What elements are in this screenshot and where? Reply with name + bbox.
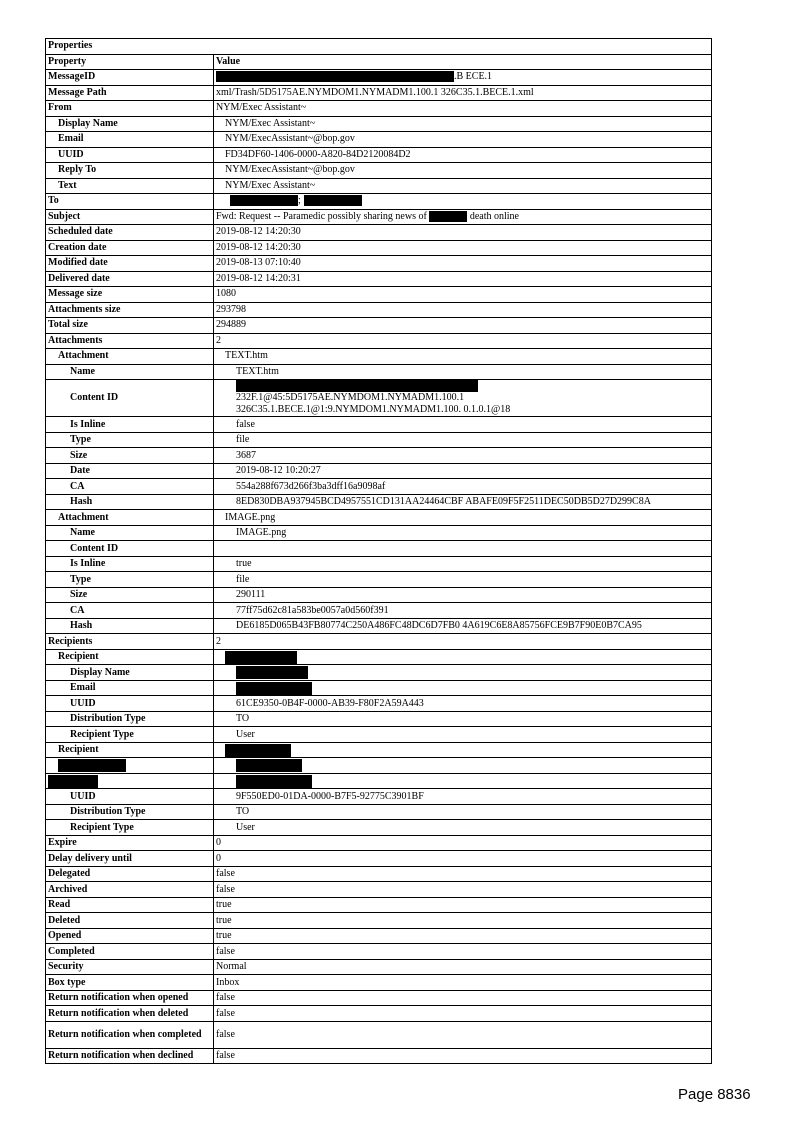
table-row [46,380,712,417]
property-value: TO [214,711,712,727]
property-label: UUID [46,696,214,712]
table-row [46,680,712,696]
property-value: xml/Trash/5D5175AE.NYMDOM1.NYMADM1.100.1 326C35.1.BECE.1.xml [214,85,712,101]
table-row [46,587,712,603]
table-row [46,959,712,975]
table-row [46,944,712,960]
property-label: Recipient [46,742,214,758]
property-value: 290111 [214,587,712,603]
property-label: Email [46,132,214,148]
content-id-line: 232F.1@45:5D5175AE.NYMDOM1.NYMADM1.100.1 [236,392,465,404]
page-number: Page 8836 [678,1086,751,1103]
property-value: 2 [214,634,712,650]
property-label: To [46,194,214,210]
table-row [46,851,712,867]
property-label: UUID [46,789,214,805]
table-row [46,634,712,650]
table-row [46,649,712,665]
property-value: true [214,556,712,572]
table-row [46,240,712,256]
property-label: Hash [46,618,214,634]
content-id-redacted-line [236,380,709,392]
property-label [46,758,214,774]
table-row [46,209,712,225]
property-value: FD34DF60-1406-0000-A820-84D2120084D2 [214,147,712,163]
property-value: 2019-08-13 07:10:40 [214,256,712,272]
column-header-value: Value [214,54,712,70]
property-label: Name [46,525,214,541]
property-value: TEXT.htm [214,349,712,365]
table-row [46,727,712,743]
property-label: Read [46,897,214,913]
property-value: 2019-08-12 14:20:31 [214,271,712,287]
table-row [46,928,712,944]
redaction-box [236,775,312,788]
redaction-box [236,682,312,695]
table-title: Properties [46,39,712,55]
property-value: NYM/Exec Assistant~ [214,178,712,194]
property-label: Attachment [46,510,214,526]
table-row [46,178,712,194]
table-row [46,463,712,479]
property-value: IMAGE.png [214,510,712,526]
property-label: Attachments size [46,302,214,318]
table-row [46,742,712,758]
property-label: Display Name [46,665,214,681]
property-value: IMAGE.png [214,525,712,541]
property-label: Distribution Type [46,711,214,727]
table-row [46,448,712,464]
table-row [46,835,712,851]
property-label: Recipient [46,649,214,665]
property-value: 61CE9350-0B4F-0000-AB39-F80F2A59A443 [214,696,712,712]
property-label: Box type [46,975,214,991]
property-value: Inbox [214,975,712,991]
property-value: 2019-08-12 14:20:30 [214,225,712,241]
property-label: Opened [46,928,214,944]
property-label: Delay delivery until [46,851,214,867]
property-value: 3687 [214,448,712,464]
table-row [46,758,712,774]
property-label: Modified date [46,256,214,272]
property-value: 1080 [214,287,712,303]
property-label: Creation date [46,240,214,256]
table-row [46,349,712,365]
property-value: file [214,572,712,588]
property-value: false [214,866,712,882]
property-label: Date [46,463,214,479]
property-value: 2019-08-12 14:20:30 [214,240,712,256]
table-row [46,696,712,712]
property-label: Expire [46,835,214,851]
property-label: Attachment [46,349,214,365]
property-value: 293798 [214,302,712,318]
property-value: 554a288f673d266f3ba3dff16a9098af [214,479,712,495]
property-label: Scheduled date [46,225,214,241]
property-label: Distribution Type [46,804,214,820]
property-value: 77ff75d62c81a583be0057a0d560f391 [214,603,712,619]
property-value: false [214,882,712,898]
property-value [214,70,712,86]
property-label: Hash [46,494,214,510]
table-row [46,494,712,510]
table-header-row [46,54,712,70]
property-value: false [214,990,712,1006]
property-value: false [214,1048,712,1064]
subject-prefix: Fwd: Request -- Paramedic possibly sharing news of [216,210,427,222]
message-id-suffix: .B ECE.1 [454,71,493,83]
redaction-box [216,71,454,82]
property-label: Size [46,587,214,603]
property-label: Return notification when completed [46,1021,214,1048]
table-row [46,225,712,241]
table-row [46,70,712,86]
property-value: false [214,1021,712,1048]
property-label: Return notification when declined [46,1048,214,1064]
table-row [46,1021,712,1048]
property-label: CA [46,479,214,495]
property-value: TEXT.htm [214,364,712,380]
to-separator: ; [298,195,301,207]
table-row [46,990,712,1006]
table-row [46,101,712,117]
property-label: Type [46,432,214,448]
property-value: NYM/ExecAssistant~@bop.gov [214,163,712,179]
property-value: NYM/Exec Assistant~ [214,116,712,132]
table-row [46,804,712,820]
property-label: Delegated [46,866,214,882]
table-row [46,913,712,929]
property-label: Archived [46,882,214,898]
property-label: Message size [46,287,214,303]
property-value [214,758,712,774]
table-row [46,1048,712,1064]
property-label: Attachments [46,333,214,349]
property-label: Return notification when opened [46,990,214,1006]
property-value: false [214,944,712,960]
property-label: Text [46,178,214,194]
table-row [46,132,712,148]
properties-table [45,38,712,1064]
property-value [214,742,712,758]
table-row [46,333,712,349]
property-label: CA [46,603,214,619]
table-row [46,820,712,836]
table-row [46,116,712,132]
property-value [214,665,712,681]
property-label: Deleted [46,913,214,929]
redaction-box [230,195,298,206]
property-value: TO [214,804,712,820]
property-label [46,773,214,789]
table-row [46,432,712,448]
property-label: From [46,101,214,117]
property-label: Size [46,448,214,464]
redaction-box [225,651,297,664]
property-value [214,209,712,225]
property-value: true [214,928,712,944]
table-row [46,287,712,303]
table-row [46,773,712,789]
redaction-box [58,759,126,772]
property-value: false [214,1006,712,1022]
property-label: Content ID [46,541,214,557]
table-row [46,897,712,913]
property-label: Message Path [46,85,214,101]
table-row [46,866,712,882]
table-row [46,147,712,163]
table-row [46,85,712,101]
property-label: Security [46,959,214,975]
property-value: file [214,432,712,448]
redaction-box [429,211,467,222]
table-row [46,525,712,541]
redaction-box [236,380,478,392]
property-value: false [214,417,712,433]
table-row [46,510,712,526]
table-row [46,665,712,681]
property-value: 0 [214,851,712,867]
property-label: Recipient Type [46,727,214,743]
property-label: Name [46,364,214,380]
table-row [46,572,712,588]
property-label: Completed [46,944,214,960]
property-label: MessageID [46,70,214,86]
table-row [46,479,712,495]
table-row [46,318,712,334]
table-row [46,271,712,287]
property-label: Is Inline [46,556,214,572]
property-value: NYM/Exec Assistant~ [214,101,712,117]
table-row [46,789,712,805]
property-label: Is Inline [46,417,214,433]
table-row [46,194,712,210]
property-value: 2019-08-12 10:20:27 [214,463,712,479]
property-label: Return notification when deleted [46,1006,214,1022]
redaction-box [48,775,98,788]
property-value: DE6185D065B43FB80774C250A486FC48DC6D7FB0 4A619C6E8A85756FCE9B7F90E0B7CA95 [214,618,712,634]
column-header-property: Property [46,54,214,70]
property-label: Reply To [46,163,214,179]
content-id-line: 326C35.1.BECE.1@1:9.NYMDOM1.NYMADM1.100. 0.1.0.1@18 [236,404,511,416]
table-title-row [46,39,712,55]
property-value: 8ED830DBA937945BCD4957551CD131AA24464CBF ABAFE09F5F2511DEC50DB5D27D299C8A [214,494,712,510]
property-value: User [214,727,712,743]
table-row [46,541,712,557]
redaction-box [304,195,362,206]
property-value: NYM/ExecAssistant~@bop.gov [214,132,712,148]
property-label: Display Name [46,116,214,132]
property-label: Content ID [46,380,214,417]
property-value: 294889 [214,318,712,334]
property-label: Email [46,680,214,696]
table-row [46,975,712,991]
property-value: User [214,820,712,836]
table-row [46,364,712,380]
table-row [46,1006,712,1022]
property-label: Total size [46,318,214,334]
property-value [214,680,712,696]
property-value: true [214,913,712,929]
property-value [214,194,712,210]
property-value [214,773,712,789]
property-label: Recipients [46,634,214,650]
table-row [46,882,712,898]
subject-suffix: death online [469,210,519,222]
property-value [214,541,712,557]
table-row [46,711,712,727]
table-row [46,163,712,179]
property-label: Delivered date [46,271,214,287]
table-row [46,256,712,272]
table-row [46,603,712,619]
property-value: true [214,897,712,913]
property-label: Type [46,572,214,588]
redaction-box [236,759,302,772]
property-value: Normal [214,959,712,975]
property-value [214,380,712,417]
property-label: UUID [46,147,214,163]
table-row [46,302,712,318]
property-value: 9F550ED0-01DA-0000-B7F5-92775C3901BF [214,789,712,805]
table-row [46,417,712,433]
property-value [214,649,712,665]
property-value: 2 [214,333,712,349]
table-row [46,556,712,572]
redaction-box [225,744,291,757]
property-label: Subject [46,209,214,225]
table-row [46,618,712,634]
property-value: 0 [214,835,712,851]
redaction-box [236,666,308,679]
property-label: Recipient Type [46,820,214,836]
